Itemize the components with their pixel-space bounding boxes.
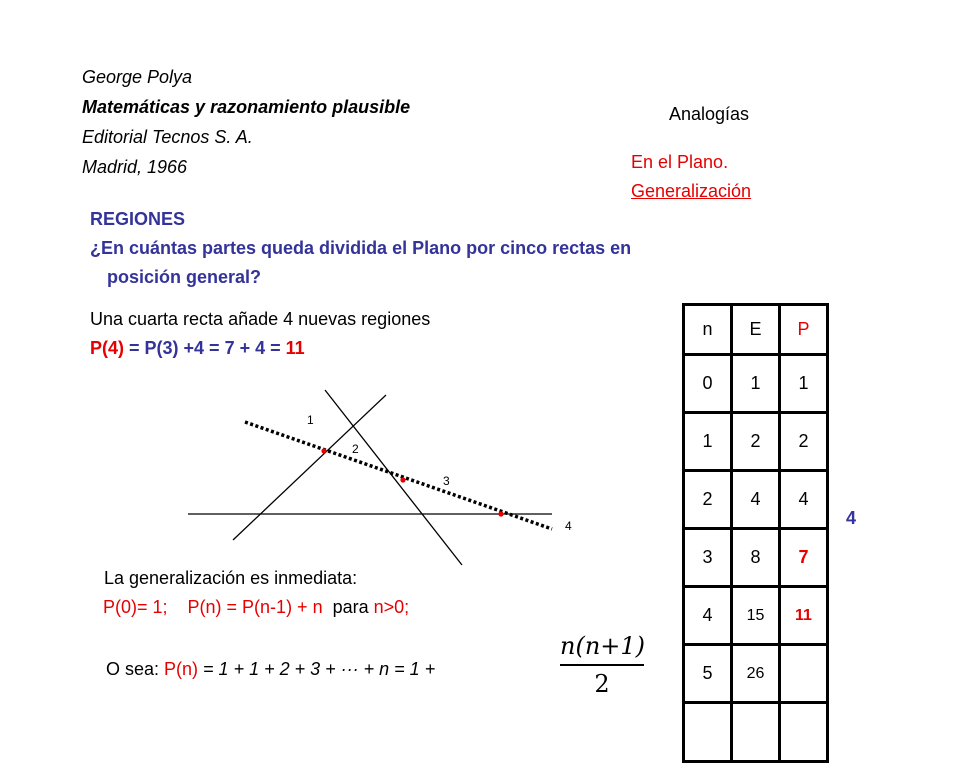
cell: 4	[684, 587, 732, 645]
cell	[780, 703, 828, 762]
values-table	[682, 303, 829, 763]
table-row	[684, 587, 828, 645]
formula-prefix: O sea:	[106, 659, 165, 679]
closed-form-line	[106, 659, 435, 680]
table-header	[684, 305, 828, 355]
cell: 11	[780, 587, 828, 645]
formula-sum: = 1 + 1 + 2 + 3 + ··· + n = 1 +	[198, 659, 436, 679]
fraction-denominator: 2	[594, 670, 610, 698]
place-year: Madrid, 1966	[82, 157, 188, 177]
para-word: para	[332, 597, 369, 617]
line-label-1: 1	[307, 413, 314, 427]
table-row	[684, 413, 828, 471]
condition: n>0;	[373, 597, 410, 617]
table-row	[684, 645, 828, 703]
header-p: P	[780, 305, 828, 355]
cell: 1	[684, 413, 732, 471]
cell	[684, 703, 732, 762]
pn-recurrence: P(n) = P(n-1) + n	[187, 597, 323, 617]
book-title: Matemáticas y razonamiento plausible	[82, 97, 411, 117]
regions-label: REGIONES	[90, 209, 186, 229]
cell	[732, 703, 780, 762]
line-label-3: 3	[443, 474, 450, 488]
line-label-4: 4	[565, 519, 572, 533]
line-label-2: 2	[352, 442, 359, 456]
eq-p: P	[90, 338, 103, 358]
p0-definition: P(0)= 1;	[103, 597, 168, 617]
cell: 26	[732, 645, 780, 703]
author: George Polya	[82, 67, 193, 87]
cell: 4	[732, 471, 780, 529]
question-line2: posición general?	[107, 267, 262, 287]
publisher: Editorial Tecnos S. A.	[82, 127, 253, 147]
cell: 8	[732, 529, 780, 587]
eq-result: 11	[285, 338, 305, 358]
intersection-dot	[321, 448, 326, 453]
question-line1: ¿En cuántas partes queda dividida el Plano por cinco rectas en	[90, 238, 632, 258]
cell: 2	[684, 471, 732, 529]
cell: 7	[780, 529, 828, 587]
eq-middle: = P(3) +4 = 7 + 4 =	[124, 338, 286, 358]
formula-pn: P(n)	[164, 659, 199, 679]
intersection-dot	[400, 477, 405, 482]
eq-arg: (4)	[102, 338, 125, 358]
fourth-line	[245, 422, 552, 529]
cell: 2	[780, 413, 828, 471]
cell: 3	[684, 529, 732, 587]
recurrence-line	[103, 597, 409, 618]
fraction-bar	[560, 664, 644, 666]
cell: 0	[684, 355, 732, 413]
line-b	[325, 390, 462, 565]
header-e: E	[732, 305, 780, 355]
cell: 15	[732, 587, 780, 645]
difference-note: 4	[846, 508, 857, 528]
cell: 2	[732, 413, 780, 471]
fourth-line-text: Una cuarta recta añade 4 nuevas regiones	[90, 309, 431, 329]
table-row	[684, 703, 828, 762]
table-row	[684, 529, 828, 587]
fraction-numerator: n(n+1)	[560, 632, 646, 660]
generalization-label: Generalización	[631, 181, 752, 201]
table-row	[684, 471, 828, 529]
generalization-line: La generalización es inmediata:	[104, 568, 358, 588]
header-n: n	[684, 305, 732, 355]
intersection-dot	[498, 511, 503, 516]
cell: 1	[732, 355, 780, 413]
fraction	[560, 632, 644, 698]
cell: 1	[780, 355, 828, 413]
table-row	[684, 355, 828, 413]
cell: 4	[780, 471, 828, 529]
analogies-heading: Analogías	[669, 104, 750, 124]
plane-label: En el Plano.	[631, 152, 729, 172]
cell: 5	[684, 645, 732, 703]
cell	[780, 645, 828, 703]
